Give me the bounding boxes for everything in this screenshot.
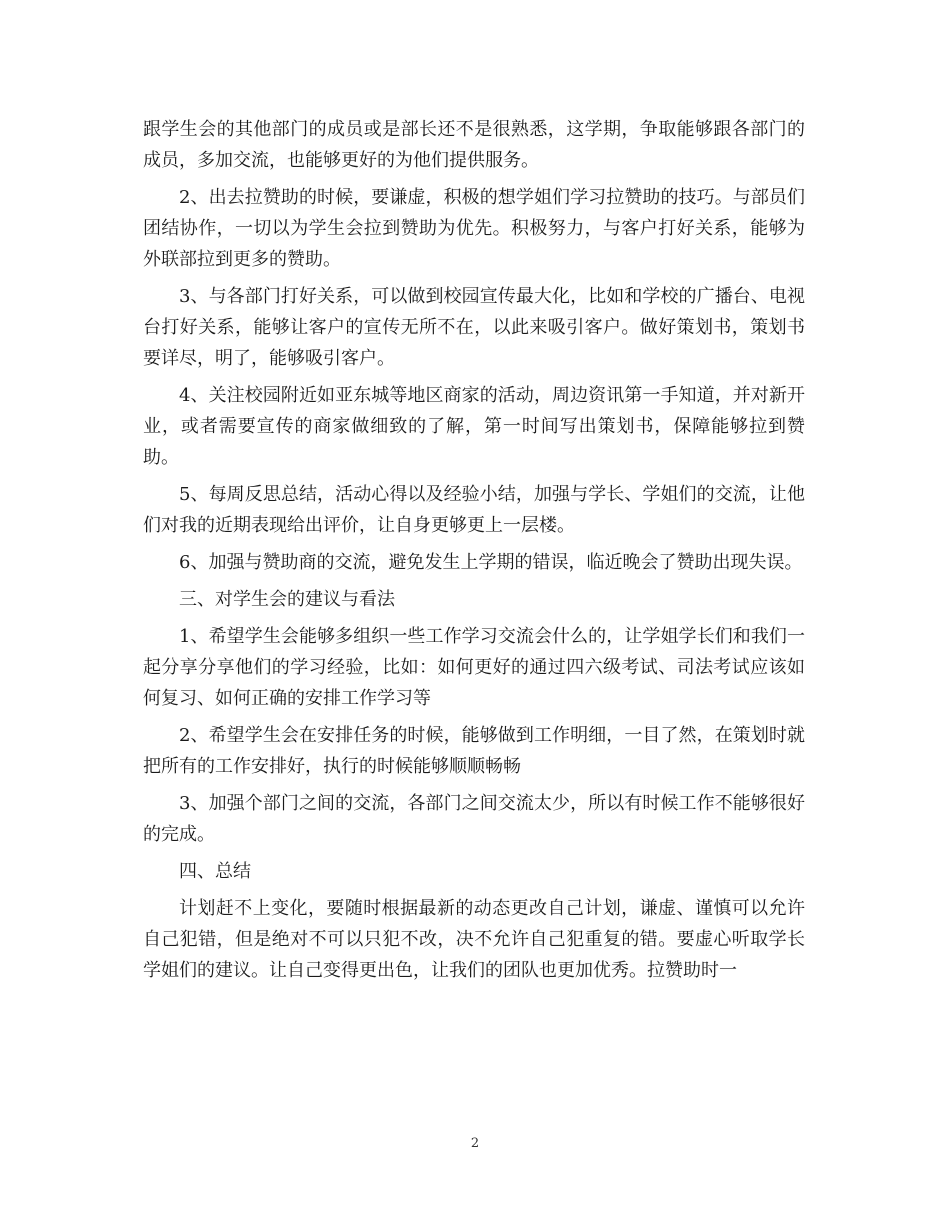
paragraph-suggestion-1: 1、希望学生会能够多组织一些工作学习交流会什么的，让学姐学长们和我们一起分享分享他们的学习经验，比如：如何更好的通过四六级考试、司法考试应该如何复习、如何正确的安排工作学习等 bbox=[143, 626, 805, 709]
section-heading-summary: 四、总结 bbox=[179, 861, 251, 882]
section-heading-suggestions: 三、对学生会的建议与看法 bbox=[179, 589, 395, 610]
page-number: 2 bbox=[470, 1136, 480, 1151]
paragraph-item-3: 3、与各部门打好关系，可以做到校园宣传最大化，比如和学校的广播台、电视台打好关系，能够让客户的宣传无所不在，以此来吸引客户。做好策划书，策划书要详尽，明了，能够吸引客户。 bbox=[143, 286, 805, 369]
paragraph-item-6: 6、加强与赞助商的交流，避免发生上学期的错误，临近晚会了赞助出现失误。 bbox=[179, 552, 803, 573]
paragraph-suggestion-2: 2、希望学生会在安排任务的时候，能够做到工作明细，一目了然，在策划时就把所有的工作安排好，执行的时候能够顺顺畅畅 bbox=[143, 725, 805, 777]
paragraph-continued: 跟学生会的其他部门的成员或是部长还不是很熟悉，这学期，争取能够跟各部门的成员，多加交流，也能够更好的为他们提供服务。 bbox=[143, 119, 805, 171]
paragraph-summary: 计划赶不上变化，要随时根据最新的动态更改自己计划，谦虚、谨慎可以允许自己犯错，但是绝对不可以只犯不改，决不允许自己犯重复的错。要虚心听取学长学姐们的建议。让自己变得更出色，让我们的团队也更加优秀。拉赞助时一 bbox=[143, 898, 805, 981]
document-body bbox=[143, 114, 805, 992]
paragraph-item-4: 4、关注校园附近如亚东城等地区商家的活动，周边资讯第一手知道，并对新开业，或者需要宣传的商家做细致的了解，第一时间写出策划书，保障能够拉到赞助。 bbox=[143, 385, 805, 468]
paragraph-item-5: 5、每周反思总结，活动心得以及经验小结，加强与学长、学姐们的交流，让他们对我的近期表现给出评价，让自身更够更上一层楼。 bbox=[143, 484, 805, 536]
paragraph-item-2: 2、出去拉赞助的时候，要谦虚，积极的想学姐们学习拉赞助的技巧。与部员们团结协作，一切以为学生会拉到赞助为优先。积极努力，与客户打好关系，能够为外联部拉到更多的赞助。 bbox=[143, 187, 805, 270]
paragraph-suggestion-3: 3、加强个部门之间的交流，各部门之间交流太少，所以有时候工作不能够很好的完成。 bbox=[143, 793, 805, 845]
